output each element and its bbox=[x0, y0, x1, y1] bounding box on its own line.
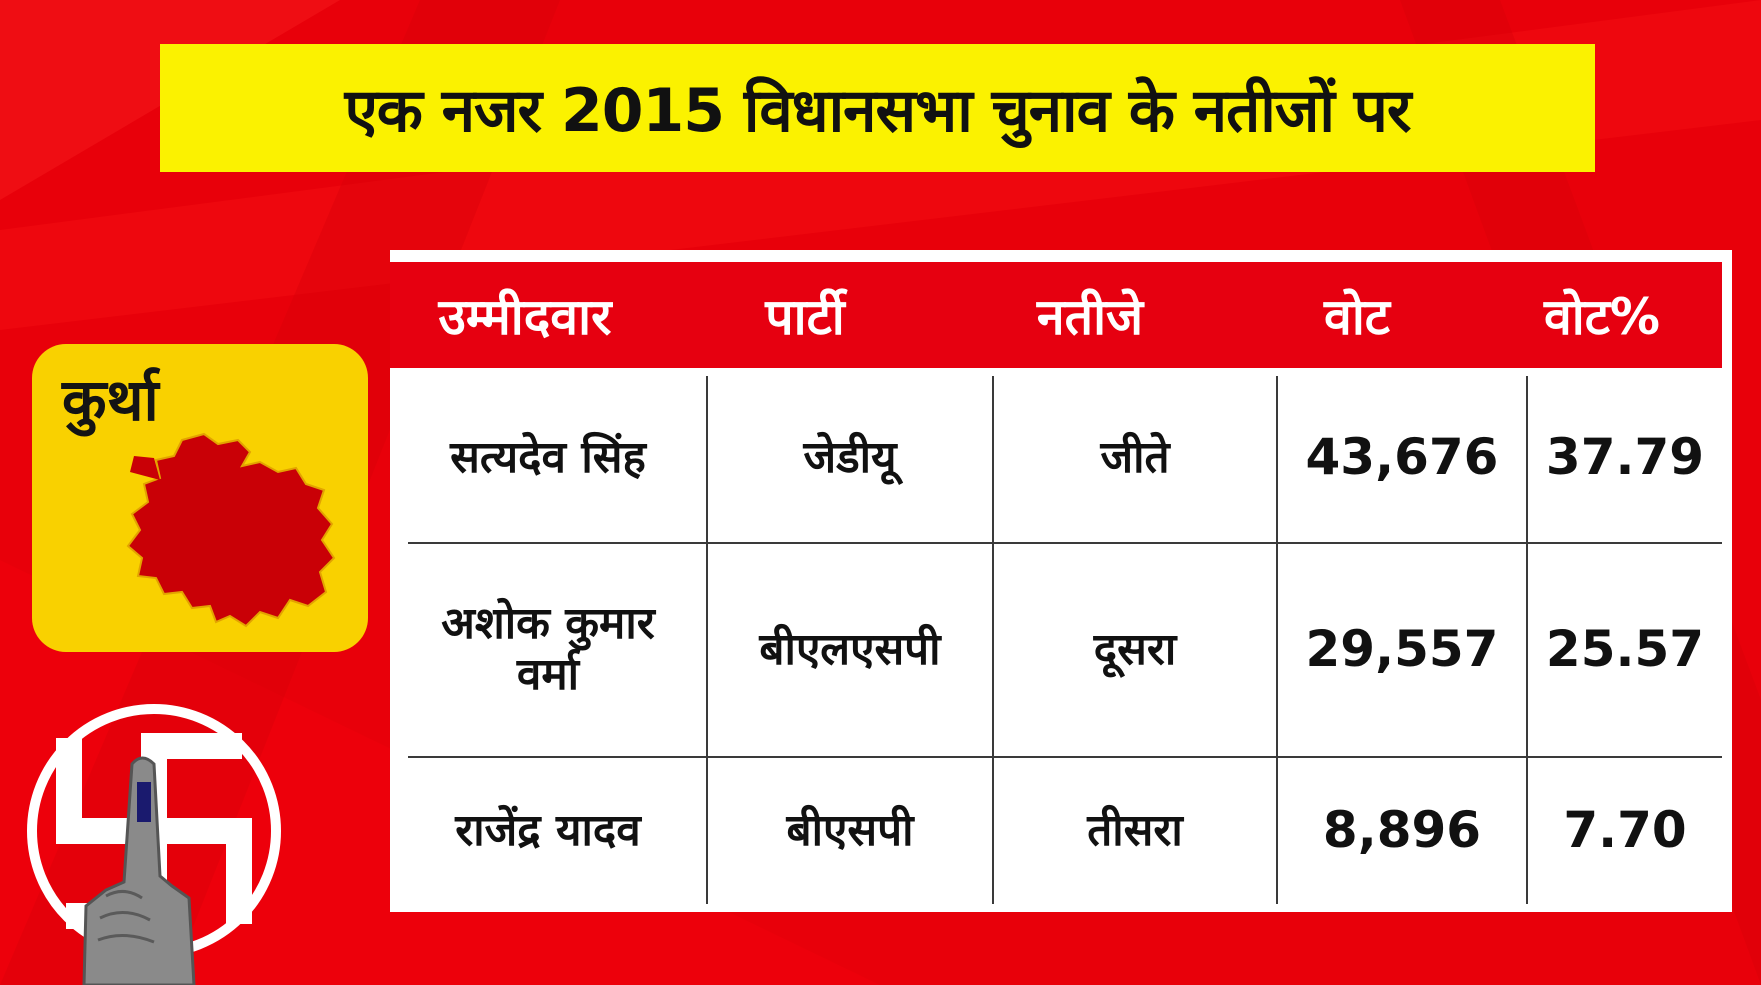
title-banner bbox=[160, 44, 1595, 172]
results-table bbox=[390, 250, 1732, 912]
header-vote-percent: वोट% bbox=[1543, 288, 1661, 346]
district-name: कुर्था bbox=[62, 366, 159, 434]
header-votes: वोट bbox=[1324, 288, 1390, 346]
cell-party: बीएसपी bbox=[786, 804, 914, 856]
cell-party: जेडीयू bbox=[803, 431, 897, 483]
header-party: पार्टी bbox=[765, 288, 845, 346]
header-result: नतीजे bbox=[1036, 288, 1144, 346]
cell-vote-percent: 37.79 bbox=[1545, 428, 1705, 487]
table-header-row bbox=[390, 262, 1722, 368]
district-map-icon bbox=[120, 432, 340, 632]
cell-vote-percent: 25.57 bbox=[1545, 620, 1705, 679]
cell-candidate: राजेंद्र यादव bbox=[455, 804, 641, 856]
cell-result: जीते bbox=[1100, 431, 1170, 483]
swastik-voting-finger-icon bbox=[14, 686, 294, 985]
cell-candidate: अशोक कुमार वर्मा bbox=[441, 598, 655, 700]
cell-votes: 43,676 bbox=[1305, 428, 1499, 487]
cell-result: तीसरा bbox=[1087, 804, 1183, 856]
cell-vote-percent: 7.70 bbox=[1563, 801, 1687, 860]
cell-votes: 8,896 bbox=[1322, 801, 1482, 860]
cell-candidate: सत्यदेव सिंह bbox=[450, 431, 646, 483]
district-card bbox=[32, 344, 368, 652]
page-title: एक नजर 2015 विधानसभा चुनाव के नतीजों पर bbox=[344, 76, 1411, 146]
cell-votes: 29,557 bbox=[1305, 620, 1499, 679]
cell-party: बीएलएसपी bbox=[759, 623, 941, 675]
header-candidate: उम्मीदवार bbox=[438, 288, 612, 346]
cell-result: दूसरा bbox=[1093, 623, 1177, 675]
